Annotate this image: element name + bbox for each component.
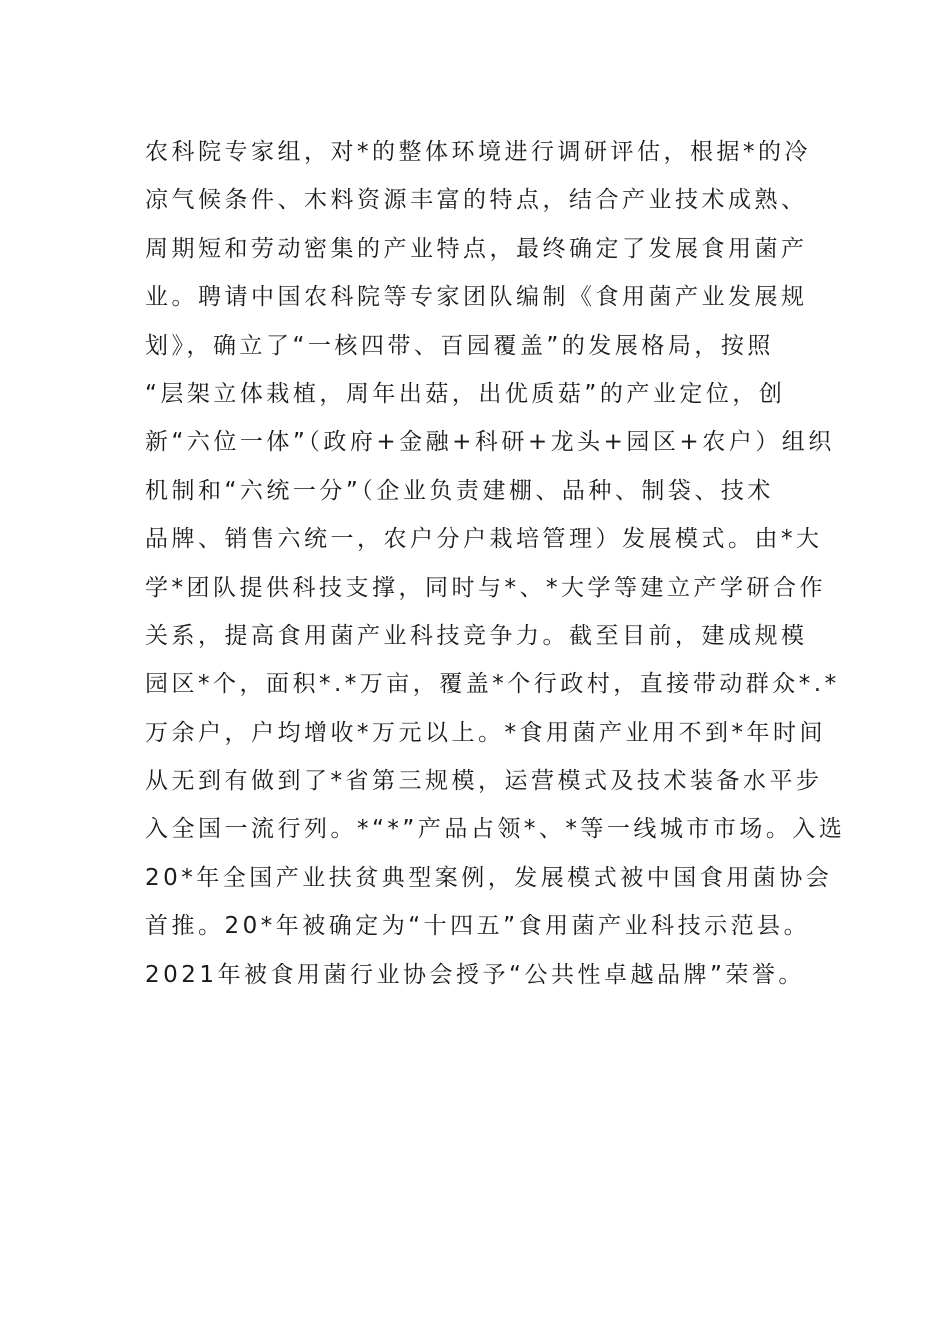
text-line-13: 万余户，户均增收*万元以上。*食用菌产业用不到*年时间 [145, 719, 826, 746]
text-line-6: “层架立体栽植，周年出菇，出优质菇”的产业定位，创 [145, 380, 786, 407]
text-line-15: 入全国一流行列。*“*”产品占领*、*等一线城市市场。入选 [145, 816, 846, 843]
text-line-9: 品牌、销售六统一，农户分户栽培管理）发展模式。由*大 [145, 526, 823, 553]
text-line-8: 机制和“六统一分”（企业负责建棚、品种、制袋、技术 [145, 477, 774, 504]
text-line-17: 首推。20*年被确定为“十四五”食用菌产业科技示范县。 [145, 913, 811, 940]
text-line-1: 农科院专家组，对*的整体环境进行调研评估，根据*的冷 [145, 139, 811, 165]
text-line-7: 新“六位一体”（政府+金融+科研+龙头+园区+农户）组织 [145, 429, 835, 456]
text-line-18: 2021年被食用菌行业协会授予“公共性卓越品牌”荣誉。 [145, 961, 805, 988]
text-line-3: 周期短和劳动密集的产业特点，最终确定了发展食用菌产 [145, 235, 808, 262]
text-line-5: 划》，确立了“一核四带、百园覆盖”的发展格局，按照 [145, 332, 774, 359]
text-line-12: 园区*个，面积*.*万亩，覆盖*个行政村，直接带动群众*.* [145, 671, 840, 698]
text-line-14: 从无到有做到了*省第三规模，运营模式及技术装备水平步 [145, 768, 823, 795]
text-line-10: 学*团队提供科技支撑，同时与*、*大学等建立产学研合作 [145, 574, 826, 601]
text-line-16: 20*年全国产业扶贫典型案例，发展模式被中国食用菌协会 [145, 864, 833, 891]
text-line-4: 业。聘请中国农科院等专家团队编制《食用菌产业发展规 [145, 284, 808, 311]
body-paragraph [145, 128, 845, 999]
text-line-11: 关系，提高食用菌产业科技竞争力。截至目前，建成规模 [145, 622, 808, 649]
text-line-2: 凉气候条件、木料资源丰富的特点，结合产业技术成熟、 [145, 187, 808, 214]
